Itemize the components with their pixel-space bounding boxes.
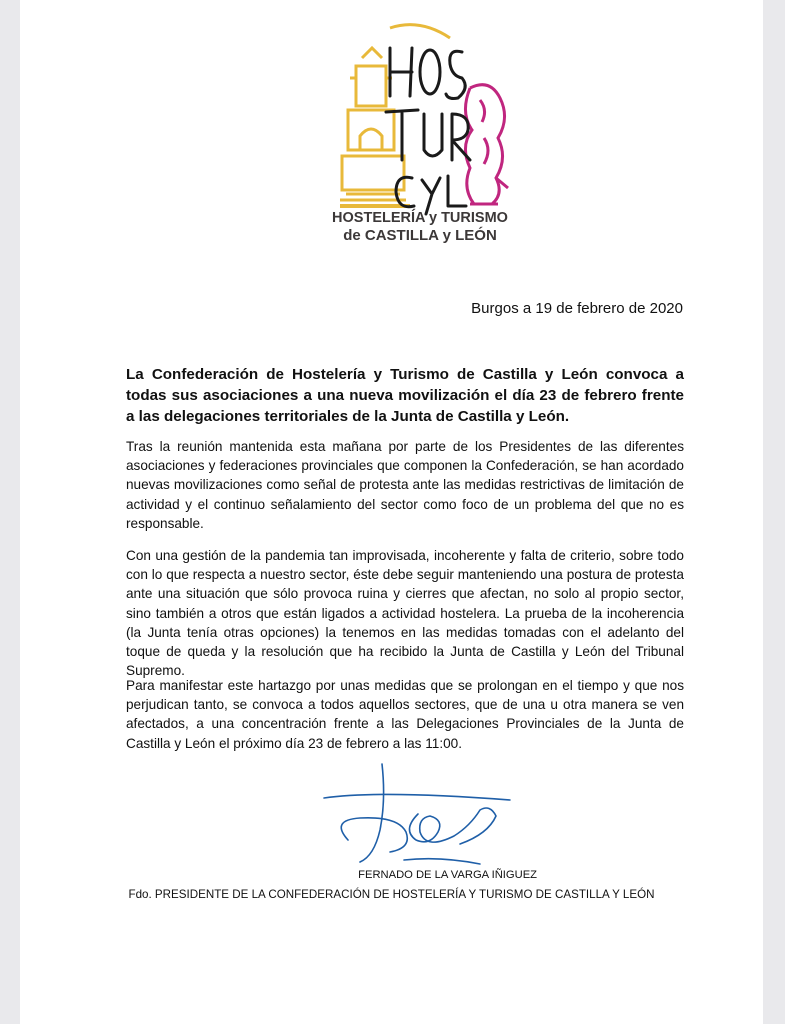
hosturcyl-logo (320, 18, 520, 248)
logo-line-1: HOSTELERÍA y TURISMO (332, 210, 508, 226)
logo-line-2: de CASTILLA y LEÓN (343, 227, 497, 244)
paragraph-1: Tras la reunión mantenida esta mañana por parte de los Presidentes de las diferentes asociaciones y federaciones provinciales que componen la Confederación, se han acordado nuevas movilizaciones como señal de protesta ante las medidas restrictivas de limitación de actividad y el continuo señalamiento del sector como foco de un problema del que no es responsable. (126, 439, 684, 531)
logo-graphic (320, 18, 520, 248)
handwritten-signature (320, 760, 520, 870)
paragraph-2: Con una gestión de la pandemia tan improvisada, incoherente y falta de criterio, sobre todo con lo que respecta a nuestro sector, éste debe seguir manteniendo una postura de protesta ante una situación que sólo provoca ruina y cierres que afectan, no solo al propio sector, sino también a otros que están ligados a actividad hostelera. La prueba de la incoherencia (la Junta tenía otras opciones) la tenemos en las medidas tomadas con el adelanto del toque de queda y la resolución que ha recibido la Junta de Castilla y León del Tribunal Supremo. (126, 548, 684, 679)
paragraph-3: Para manifestar este hartazgo por unas medidas que se prolongan en el tiempo y que nos perjudican tanto, se convoca a todos aquellos sectores, que de una u otra manera se ven afectados, a una concentración frente a las Delegaciones Provinciales de la Junta de Castilla y León el próximo día 23 de febrero a las 11:00. (126, 678, 684, 751)
document-page (20, 0, 763, 1024)
signer-name: FERNADO DE LA VARGA IÑIGUEZ (358, 869, 537, 881)
document-date: Burgos a 19 de febrero de 2020 (471, 300, 683, 317)
signer-role: Fdo. PRESIDENTE DE LA CONFEDERACIÓN DE HOSTELERÍA Y TURISMO DE CASTILLA Y LEÓN (128, 888, 655, 901)
document-heading: La Confederación de Hostelería y Turismo de Castilla y León convoca a todas sus asociaciones a una nueva movilización el día 23 de febrero frente a las delegaciones territoriales de la Junta de Castilla y León. (126, 366, 684, 425)
